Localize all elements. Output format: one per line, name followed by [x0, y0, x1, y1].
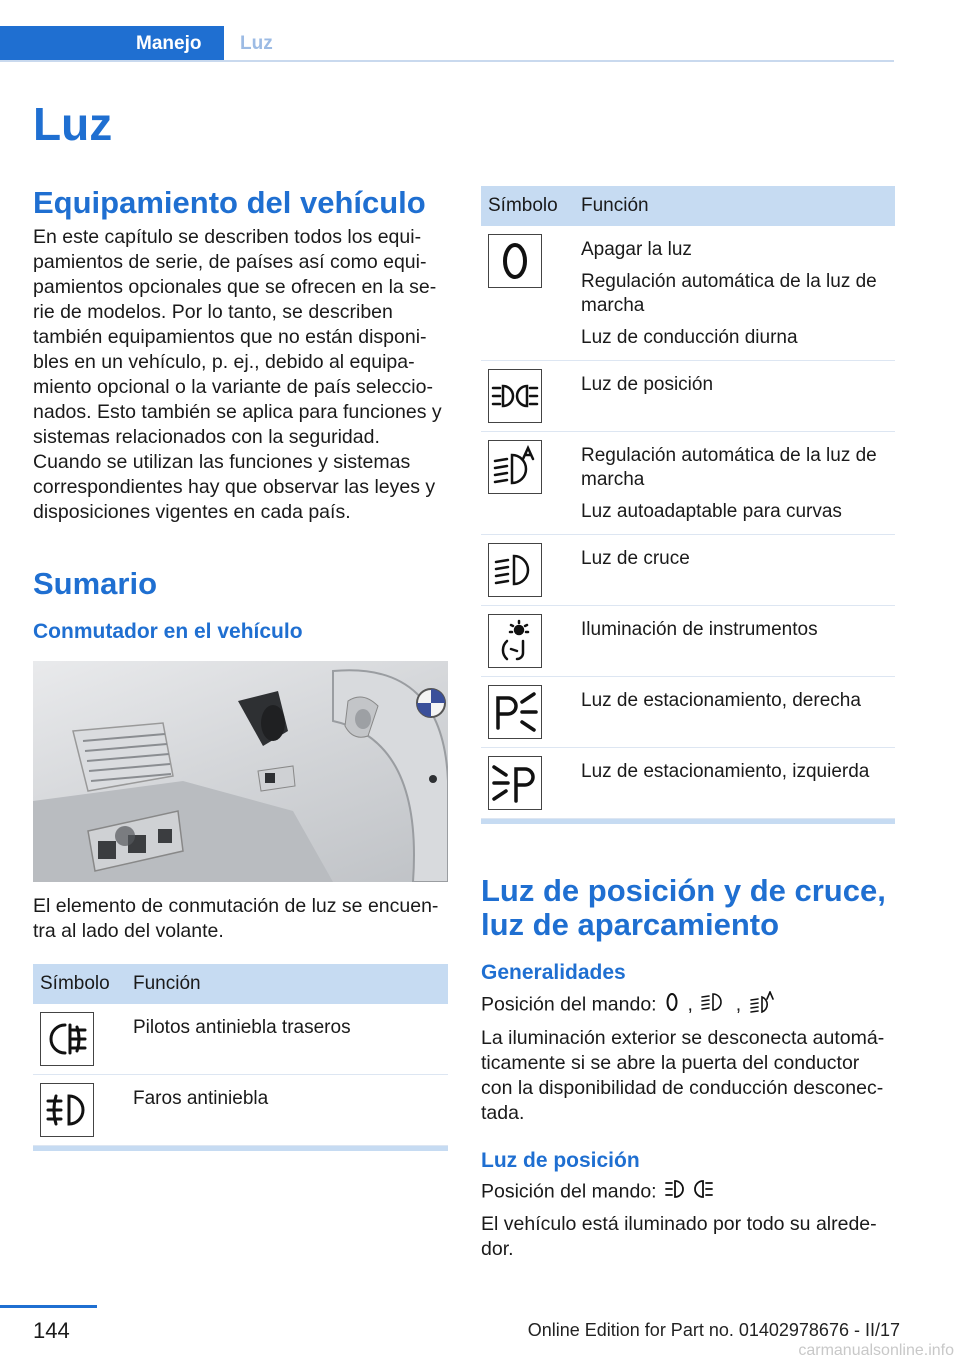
table-row: [481, 361, 895, 432]
zero-position-icon: [665, 992, 679, 1019]
photo-caption: [33, 894, 448, 944]
col-function-header: Función: [574, 186, 895, 226]
text-line: Cuando se utilizan las funciones y sistemas: [33, 451, 411, 473]
summary-heading: Sumario: [33, 566, 158, 601]
right-column: [481, 186, 895, 1262]
page-number: 144: [33, 1318, 70, 1343]
function-text: Luz autoadaptable para curvas: [581, 501, 842, 522]
mando-line: [481, 991, 895, 1020]
light-switch-photo: [33, 661, 448, 882]
parking-right-icon: [488, 685, 542, 739]
table-row: [481, 748, 895, 819]
low-beam-icon: [701, 992, 727, 1019]
function-text: Luz de estacionamiento, izquierda: [581, 761, 870, 782]
fog-light-table: [33, 964, 448, 1146]
equipment-paragraph: [33, 225, 448, 525]
rear-fog-light-icon: [40, 1012, 94, 1066]
instrument-lighting-icon: [488, 614, 542, 668]
auto-headlight-icon: [488, 440, 542, 494]
table-row: [481, 677, 895, 748]
text-line: La iluminación exterior se desconecta automá-: [481, 1027, 885, 1049]
text-line: nados. Esto también se aplica para funciones y: [33, 401, 442, 423]
zero-position-icon: [488, 234, 542, 288]
position-heading: [481, 874, 895, 942]
table-row: [481, 535, 895, 606]
function-text: Luz de cruce: [581, 548, 690, 569]
text-line: miento opcional o la variante de país seleccio-: [33, 376, 433, 398]
posicion-subheading: Luz de posición: [481, 1149, 640, 1172]
text-line: tra al lado del volante.: [33, 920, 224, 942]
text-line: El elemento de conmutación de luz se encuen-: [33, 895, 439, 917]
front-fog-light-icon: [40, 1083, 94, 1137]
watermark: carmanualsonline.info: [798, 1342, 954, 1359]
separator: ,: [735, 993, 742, 1016]
header-tabs: [0, 26, 894, 62]
text-line: dor.: [481, 1238, 514, 1260]
parking-left-icon: [488, 756, 542, 810]
table-end-bar: [33, 1146, 448, 1151]
text-line: pamientos opcionales que se ofrecen en la se-: [33, 276, 437, 298]
header-rule: [0, 60, 894, 62]
table-row: [33, 1004, 448, 1075]
heading-line: Luz de posición y de cruce,: [481, 873, 886, 908]
text-line: tada.: [481, 1102, 525, 1124]
mando-label: Posición del mando:: [481, 1180, 657, 1203]
heading-line: luz de aparcamiento: [481, 907, 780, 942]
table-row: [33, 1075, 448, 1146]
function-text: Apagar la luz: [581, 239, 692, 260]
dashboard-illustration: [33, 661, 448, 882]
function-text: Pilotos antiniebla traseros: [133, 1017, 351, 1038]
equipment-heading: Equipamiento del vehículo: [33, 185, 426, 220]
low-beam-icon: [488, 543, 542, 597]
table-row: [481, 226, 895, 361]
col-function-header: Función: [126, 964, 448, 1004]
mando-label: Posición del mando:: [481, 993, 657, 1016]
text-line: ticamente si se abre la puerta del conductor: [481, 1052, 860, 1074]
light-switch-table: [481, 186, 895, 819]
table-row: [481, 606, 895, 677]
text-line: sistemas relacionados con la seguridad.: [33, 426, 380, 448]
text-line: El vehículo está iluminado por todo su alrede-: [481, 1213, 877, 1235]
function-text: Luz de conducción diurna: [581, 327, 798, 348]
mando-line: [481, 1179, 895, 1206]
text-line: pamientos de serie, de países así como equi-: [33, 251, 427, 273]
parking-lights-icon: [665, 1179, 713, 1206]
separator: ,: [687, 993, 693, 1016]
function-text: Iluminación de instrumentos: [581, 619, 818, 640]
tab-luz[interactable]: Luz: [240, 33, 273, 54]
text-line: bles en un vehículo, p. ej., debido al equipa-: [33, 351, 415, 373]
footer-rule: [0, 1305, 97, 1308]
parking-lights-icon: [488, 369, 542, 423]
text-line: correspondientes hay que observar las leyes y: [33, 476, 436, 498]
function-text: Faros antiniebla: [133, 1088, 269, 1109]
table-end-bar: [481, 819, 895, 824]
function-text: Regulación automática de la luz de marcha: [581, 445, 877, 490]
posicion-paragraph: [481, 1212, 895, 1262]
text-line: disposiciones vigentes en cada país.: [33, 501, 351, 523]
text-line: también equipamientos que no están disponi-: [33, 326, 427, 348]
edition-text: Online Edition for Part no. 01402978676 - II/17: [527, 1320, 900, 1340]
page-title: Luz: [33, 98, 113, 150]
switch-subheading: Conmutador en el vehículo: [33, 620, 303, 643]
general-paragraph: [481, 1026, 895, 1126]
function-text: Regulación automática de la luz de marcha: [581, 271, 877, 316]
left-column: [33, 96, 448, 1151]
function-text: Luz de posición: [581, 374, 714, 395]
text-line: rie de modelos. Por lo tanto, se describen: [33, 301, 393, 323]
col-symbol-header: Símbolo: [481, 186, 574, 226]
tab-manejo[interactable]: Manejo: [0, 26, 224, 62]
function-text: Luz de estacionamiento, derecha: [581, 690, 861, 711]
col-symbol-header: Símbolo: [33, 964, 126, 1004]
text-line: con la disponibilidad de conducción desconec-: [481, 1077, 884, 1099]
text-line: En este capítulo se describen todos los equi-: [33, 226, 422, 248]
general-subheading: Generalidades: [481, 961, 626, 984]
auto-headlight-icon: [750, 991, 776, 1020]
table-row: [481, 432, 895, 535]
